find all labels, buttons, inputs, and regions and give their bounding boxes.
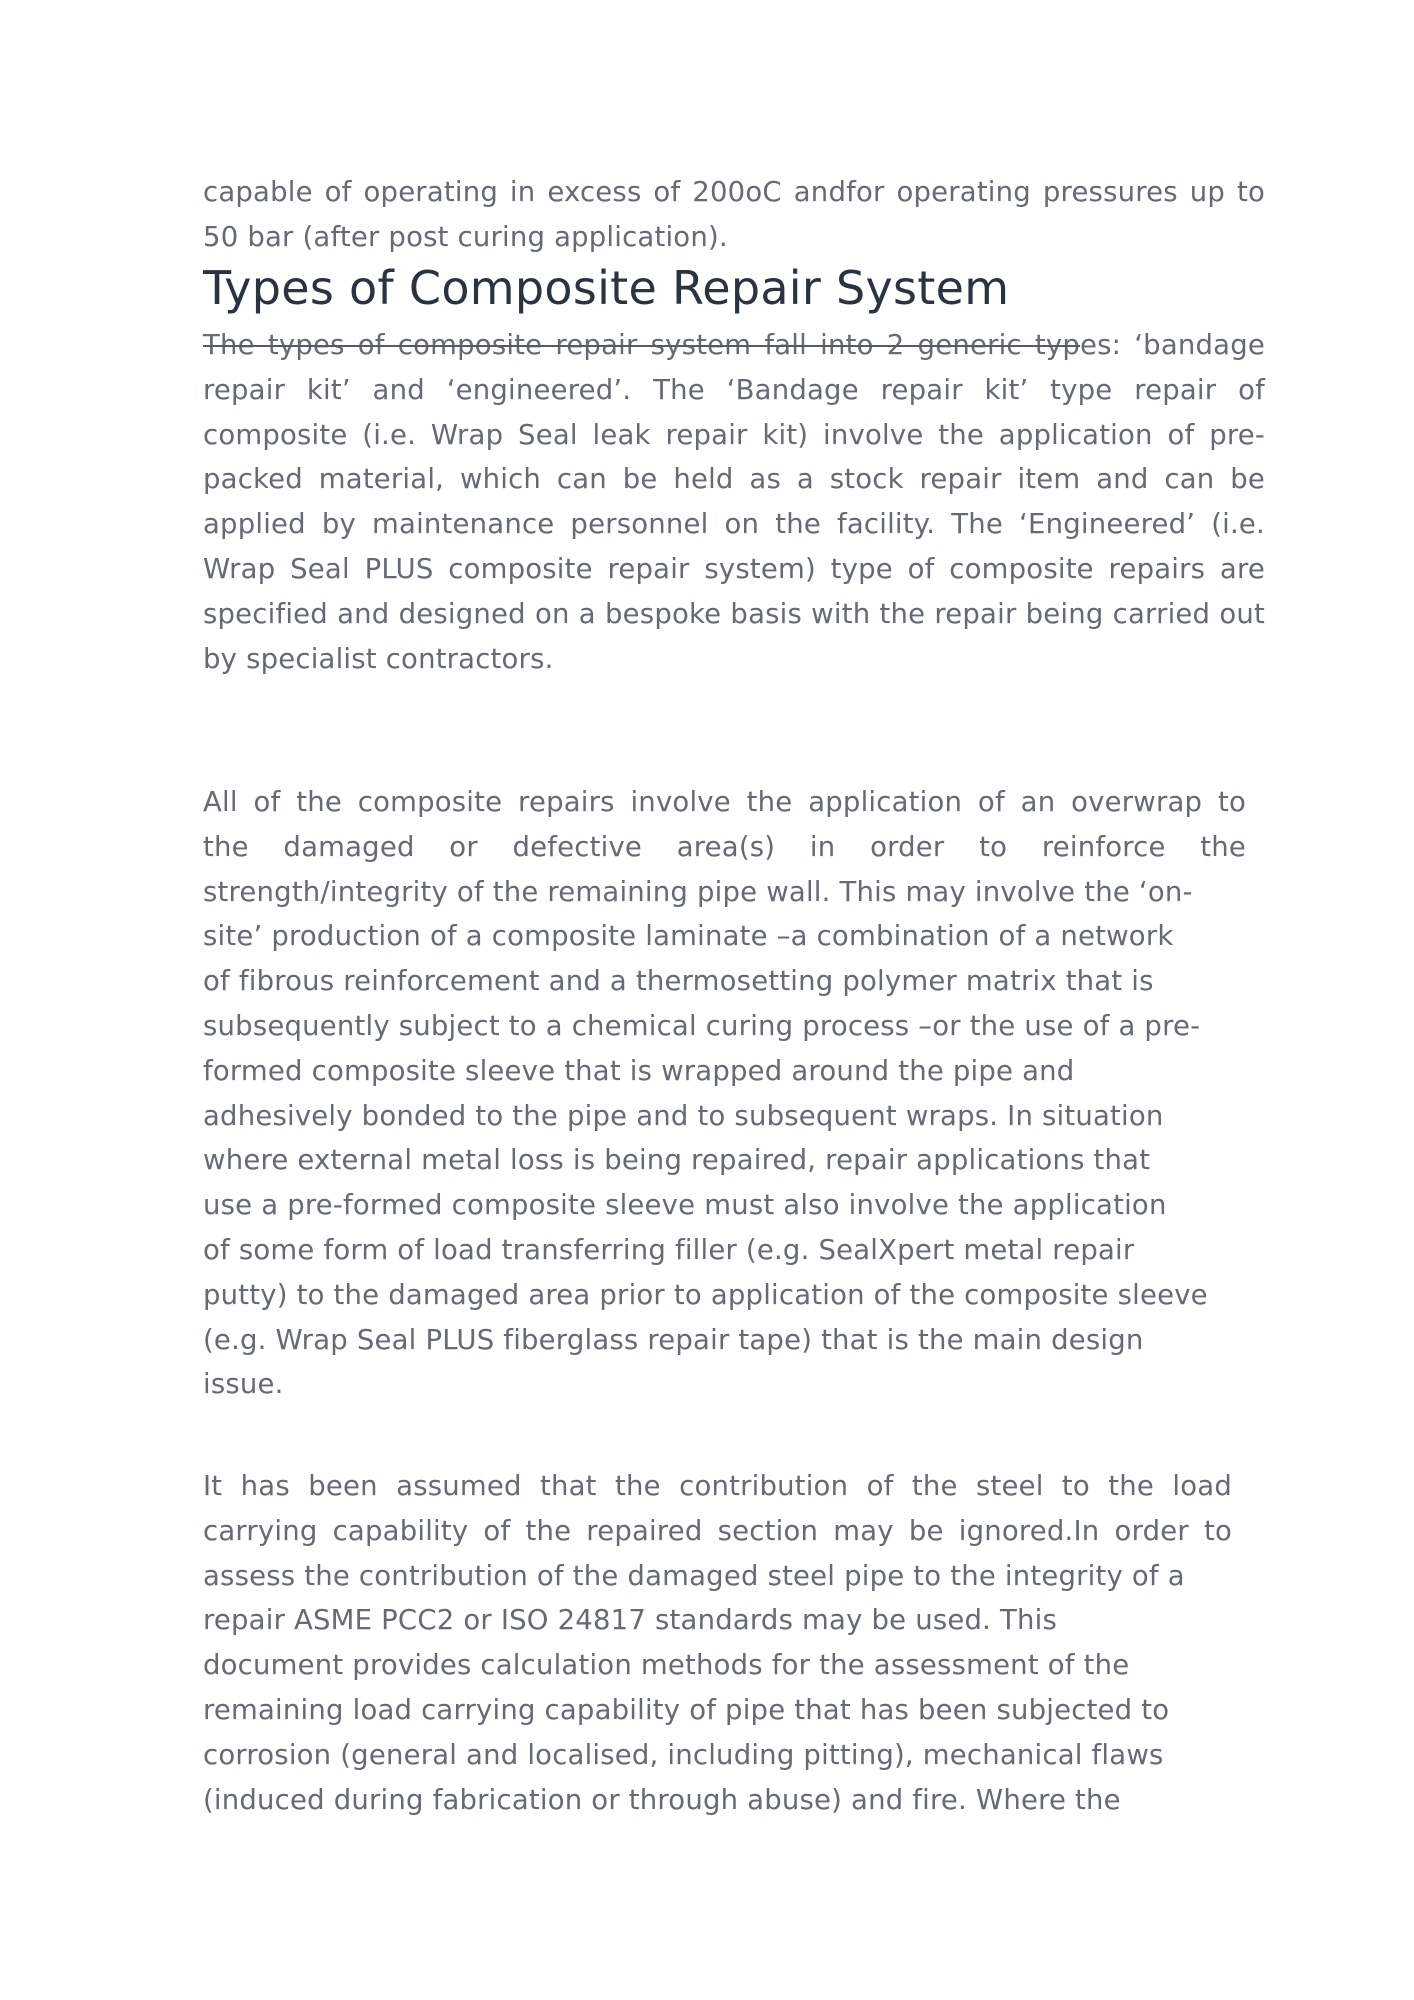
para3-line: corrosion (general and localised, including pitting), mechanical flaws	[203, 1738, 1164, 1771]
para3-line: document provides calculation methods for the assessment of the	[203, 1649, 1130, 1682]
section-header	[203, 260, 1265, 316]
para2-line: of some form of load transferring filler (e.g. SealXpert metal repair	[203, 1233, 1135, 1266]
para2-line: subsequently subject to a chemical curing process –or the use of a pre-	[203, 1009, 1201, 1042]
para3-line: remaining load carrying capability of pipe that has been subjected to	[203, 1693, 1170, 1726]
para2-line: use a pre-formed composite sleeve must also involve the application	[203, 1189, 1167, 1222]
overwrap-paragraph	[203, 780, 1246, 1407]
para3-line: assess the contribution of the damaged steel pipe to the integrity of a	[203, 1559, 1185, 1592]
para2-line: site’ production of a composite laminate –a combination of a network	[203, 920, 1174, 953]
para3-line: It has been assumed that the contribution of the steel to the load	[203, 1470, 1232, 1502]
para3-line: carrying capability of the repaired section may be ignored.In order to	[203, 1514, 1232, 1547]
intro-paragraph	[203, 170, 1265, 260]
section-heading: Types of Composite Repair System	[203, 261, 1010, 315]
para2-line: formed composite sleeve that is wrapped around the pipe and	[203, 1054, 1075, 1087]
para3-line: (induced during fabrication or through abuse) and fire. Where the	[203, 1783, 1121, 1816]
para3-line: repair ASME PCC2 or ISO 24817 standards may be used. This	[203, 1604, 1058, 1637]
intro-line-1: capable of operating in excess of 200oC andfor operating pressures up to	[203, 176, 1265, 208]
para2-line: All of the composite repairs involve the application of an overwrap to	[203, 786, 1246, 818]
para2-line: putty) to the damaged area prior to application of the composite sleeve	[203, 1278, 1208, 1311]
para2-line: the damaged or defective area(s) in order to reinforce the	[203, 830, 1246, 863]
para2-line: where external metal loss is being repaired, repair applications that	[203, 1144, 1151, 1177]
struck-text: The types of composite repair system fall into 2 generic typ	[203, 329, 1080, 361]
para2-line: (e.g. Wrap Seal PLUS fiberglass repair tape) that is the main design	[203, 1323, 1144, 1356]
para2-line: of fibrous reinforcement and a thermosetting polymer matrix that is	[203, 965, 1154, 998]
para2-line: adhesively bonded to the pipe and to subsequent wraps. In situation	[203, 1099, 1164, 1132]
types-paragraph	[203, 323, 1265, 681]
steel-contribution-paragraph	[203, 1464, 1232, 1822]
intro-line-2: 50 bar (after post curing application).	[203, 220, 728, 253]
para2-line: issue.	[203, 1368, 284, 1401]
types-paragraph-text: es: ‘bandage repair kit’ and ‘engineered’. The ‘Bandage repair kit’ type repair of composite (i.e. Wrap Seal leak repair kit) involve the application of pre-packed material, which can be held as a stock repair item and can be applied by maintenance personnel on the facility. The ‘Engineered’ (i.e. Wrap Seal PLUS composite repair system) type of composite repairs are specified and designed on a bespoke basis with the repair being carried out by specialist contractors.	[203, 329, 1265, 675]
para2-line: strength/integrity of the remaining pipe wall. This may involve the ‘on-	[203, 875, 1193, 908]
